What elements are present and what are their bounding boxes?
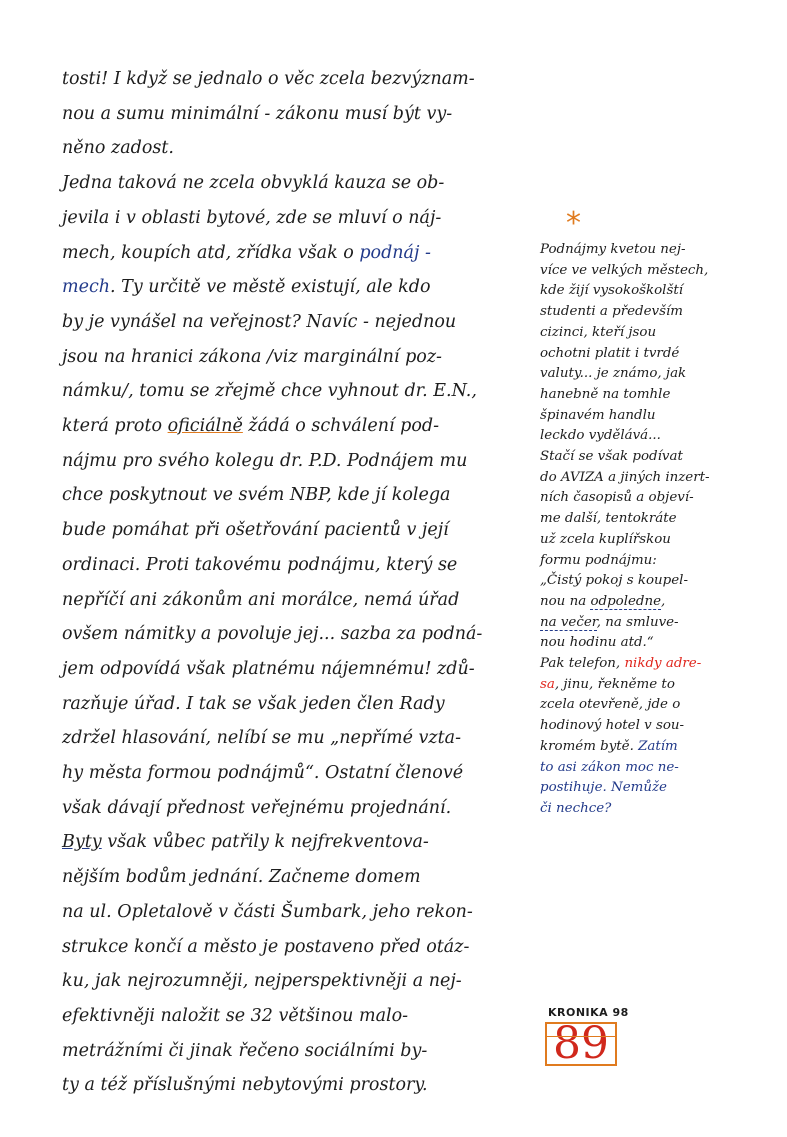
note-fragment: nou na — [540, 593, 591, 609]
note-line: už zcela kuplířskou — [540, 531, 671, 547]
text-fragment: však vůbec patřily k nejfrekventova- — [101, 832, 429, 853]
underlined-na-vecer: na večer — [540, 614, 597, 630]
text-line — [62, 236, 540, 271]
text-line: nějším bodům jednání. Začneme domem — [62, 867, 421, 888]
underlined-byty: Byty — [62, 832, 102, 853]
text-line: bude pomáhat při ošetřování pacientů v její — [62, 520, 449, 541]
text-line: však dávají přednost veřejnému projednání. — [62, 797, 452, 818]
text-line: Jedna taková ne zcela obvyklá kauza se ob- — [62, 173, 445, 194]
note-line: cizinci, kteří jsou — [540, 324, 657, 340]
note-line — [540, 613, 784, 634]
note-line: valuty... je známo, jak — [540, 366, 687, 382]
note-line: do AVIZA a jiných inzert- — [540, 469, 710, 485]
underlined-oficialne: oficiálně — [167, 416, 243, 437]
red-sa: sa — [540, 676, 555, 692]
text-fragment: která proto — [62, 416, 168, 437]
text-line: jevila i v oblasti bytové, zde se mluví o náj- — [62, 207, 442, 228]
text-line: metrážními či jinak řečeno sociálními by- — [62, 1040, 428, 1061]
note-line: „Čistý pokoj s koupel- — [540, 573, 688, 589]
note-line: více ve velkých městech, — [540, 262, 709, 278]
note-line: kde žijí vysokoškolští — [540, 283, 684, 299]
text-line: něno zadost. — [62, 138, 174, 159]
text-line: hy města formou podnájmů“. Ostatní členové — [62, 763, 464, 784]
note-fragment: , — [661, 593, 666, 609]
text-line — [62, 825, 540, 860]
note-line: Podnájmy kvetou nej- — [540, 242, 686, 257]
note-line: Stačí se však podívat — [540, 449, 683, 465]
page-number: 89 — [553, 1018, 609, 1069]
note-line — [540, 592, 784, 613]
note-line: špinavém handlu — [540, 407, 656, 423]
main-text-column — [62, 62, 540, 1103]
note-fragment: kromém bytě. — [540, 738, 639, 754]
text-line: by je vynášel na veřejnost? Navíc - nejednou — [62, 311, 457, 332]
text-line: strukce končí a město je postaveno před otáz- — [62, 936, 470, 957]
text-line: jsou na hranici zákona /viz marginální poz- — [62, 346, 442, 367]
red-nikdy-adresa: nikdy adre- — [624, 656, 702, 672]
note-line: nou hodinu atd.“ — [540, 635, 654, 651]
text-line: jem odpovídá však platnému nájemnému! zdů- — [62, 658, 475, 679]
text-fragment: mech, koupích atd, zřídka však o — [62, 242, 360, 263]
text-line: razňuje úřad. I tak se však jeden člen Rady — [62, 693, 445, 714]
page-number-box — [545, 1018, 617, 1069]
highlight-mech: mech — [62, 277, 111, 298]
text-line: ordinaci. Proti takovému podnájmu, který se — [62, 554, 458, 575]
asterisk-marker: * — [566, 206, 581, 241]
blue-zatim: Zatím — [638, 738, 678, 754]
note-line: formu podnájmu: — [540, 552, 657, 568]
chronicle-label: KRONIKA 98 — [548, 1006, 629, 1019]
note-fragment: Pak telefon, — [540, 656, 625, 672]
note-line — [540, 675, 784, 696]
text-line: nepříčí ani zákonům ani morálce, nemá úřad — [62, 589, 460, 610]
text-line: efektivněji naložit se 32 většinou malo- — [62, 1005, 409, 1026]
note-line: studenti a především — [540, 304, 683, 320]
note-line: zcela otevřeně, jde o — [540, 697, 681, 713]
note-line: leckdo vydělává... — [540, 428, 661, 444]
text-line: námku/, tomu se zřejmě chce vyhnout dr. E.N., — [62, 381, 477, 402]
note-fragment: , jinu, řekněme to — [554, 676, 675, 692]
text-line: nou a sumu minimální - zákonu musí být vy- — [62, 103, 453, 124]
text-fragment: . Ty určitě ve městě existují, ale kdo — [110, 277, 431, 298]
note-line — [540, 737, 784, 758]
text-line — [62, 409, 540, 444]
note-line: hodinový hotel v sou- — [540, 718, 685, 734]
note-line: hanebně na tomhle — [540, 386, 671, 402]
text-fragment: žádá o schválení pod- — [242, 416, 439, 437]
note-line: ních časopisů a objeví- — [540, 490, 694, 506]
text-line: chce poskytnout ve svém NBP, kde jí kolega — [62, 485, 451, 506]
note-line — [540, 654, 784, 675]
text-line: tosti! I když se jednalo o věc zcela bezvýznam- — [62, 69, 475, 89]
note-fragment: , na smluve- — [596, 614, 679, 630]
margin-note — [540, 240, 784, 820]
note-line: me další, tentokráte — [540, 511, 677, 527]
note-line: či nechce? — [540, 800, 612, 816]
text-line: ovšem námitky a povoluje jej... sazba za podná- — [62, 624, 483, 645]
underlined-odpoledne: odpoledne — [590, 593, 662, 609]
text-line: ku, jak nejrozumněji, nejperspektivněji a nej- — [62, 971, 462, 992]
note-line: ochotni platit i tvrdé — [540, 345, 680, 361]
text-line: nájmu pro svého kolegu dr. P.D. Podnájem mu — [62, 450, 468, 471]
text-line — [62, 270, 540, 305]
text-line: na ul. Opletalově v části Šumbark, jeho rekon- — [62, 901, 473, 922]
highlight-podnajem: podnáj - — [359, 242, 431, 263]
text-line: ty a též příslušnými nebytovými prostory. — [62, 1075, 428, 1096]
note-line: to asi zákon moc ne- — [540, 759, 679, 775]
text-line: zdržel hlasování, nelíbí se mu „nepřímé vzta- — [62, 728, 462, 749]
note-line: postihuje. Nemůže — [540, 780, 667, 796]
